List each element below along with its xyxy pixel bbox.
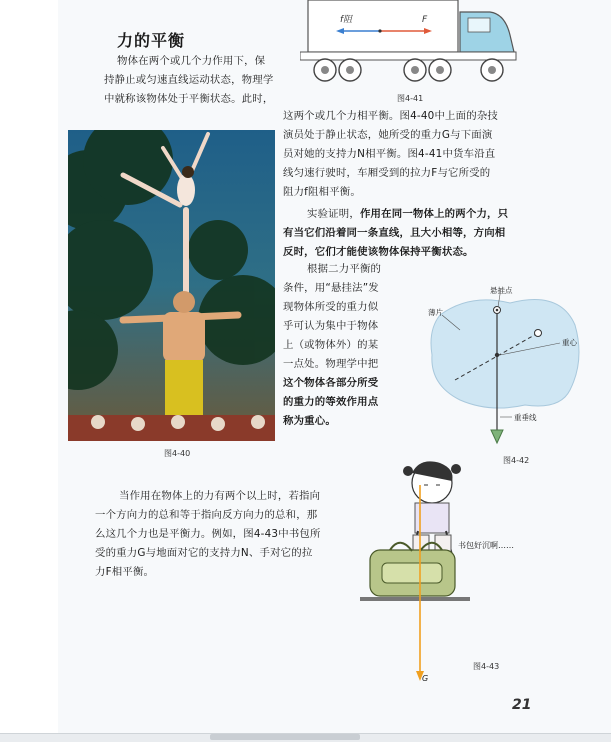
para-line: 线匀速行驶时，车厢受到的拉力F与它所受的 — [283, 167, 491, 179]
hang-point-label: 悬挂点 — [490, 286, 513, 295]
gravity-paragraph: 根据二力平衡的 条件，用“悬挂法”发 现物体所受的重力似 乎可认为集中于物体 上（或物体外）的某 一点处。物理学中把 这个物体各部分所受 的重力的等效作用点 称为重心。 — [283, 263, 382, 427]
fig42-caption: 图4-42 — [503, 456, 530, 465]
intro-paragraph — [104, 52, 274, 109]
balance-paragraph — [283, 107, 498, 202]
para-line: 阻力f阻相平衡。 — [283, 186, 361, 198]
pull-label: F — [422, 15, 428, 25]
figure-truck — [300, 0, 530, 95]
scrollbar-thumb[interactable] — [210, 734, 360, 740]
bold-statement: 作用在同一物体上的两个力，只 — [359, 208, 509, 220]
para-line: 员对她的支持力N相平衡。图4-41中货车沿直 — [283, 148, 496, 160]
ground-line — [360, 597, 470, 601]
truck-cargo-box — [308, 0, 458, 52]
bold-statement: 反时，它们才能使该物体保持平衡状态。 — [283, 246, 474, 258]
plumb-bob — [491, 430, 503, 443]
plate-label: 薄片 — [428, 308, 443, 317]
figure-schoolbag — [360, 455, 550, 685]
para-line: 这两个或几个力相平衡。图4-40中上面的杂技 — [283, 110, 499, 122]
intro-line: 中就称该物体处于平衡状态。此时， — [104, 93, 274, 105]
bold-statement: 有当它们沿着同一条直线，且大小相等，方向相 — [283, 227, 506, 239]
intro-line: 持静止或匀速直线运动状态，物理学 — [104, 74, 274, 86]
left-gutter — [0, 0, 58, 741]
truck-wheels — [314, 59, 503, 81]
acrobat-illustration — [68, 130, 275, 441]
experiment-paragraph: 实验证明，作用在同一物体上的两个力，只 有当它们沿着同一条直线，且大小相等，方向相 反时，它们才能使该物体保持平衡状态。 — [283, 205, 508, 262]
center-of-gravity-dot — [495, 353, 499, 357]
multi-force-paragraph: 当作用在物体上的力有两个以上时，若指向 一个方向力的总和等于指向反方向力的总和，那 么这几个力也是平衡力。例如，图4-43中书包所 受的重力G与地面对它的支持力N、手对它的拉 力F相平衡。 — [95, 490, 321, 578]
center-label: 重心 — [562, 338, 577, 347]
speech-text: 书包好沉啊…… — [458, 541, 514, 550]
schoolbag — [370, 543, 455, 596]
para-line: 演员处于静止状态，她所受的重力G与下面演 — [283, 129, 493, 141]
figure-hanging-plate — [420, 285, 590, 455]
acrobat-photo — [68, 130, 275, 441]
fig43-caption: 图4-43 — [473, 662, 500, 671]
intro-line: 物体在两个或几个力作用下，保 — [117, 55, 266, 67]
plumb-label: 重垂线 — [514, 413, 537, 422]
section-title: 力的平衡 — [117, 31, 186, 50]
friction-label: f阻 — [340, 15, 353, 25]
gravity-label: G — [422, 674, 429, 683]
girl-figure — [403, 461, 461, 563]
truck-window — [468, 18, 490, 32]
fig41-caption: 图4-41 — [397, 94, 424, 103]
truck-chassis — [300, 52, 516, 60]
fig40-caption: 图4-40 — [164, 449, 191, 458]
page-number: 21 — [512, 697, 532, 713]
